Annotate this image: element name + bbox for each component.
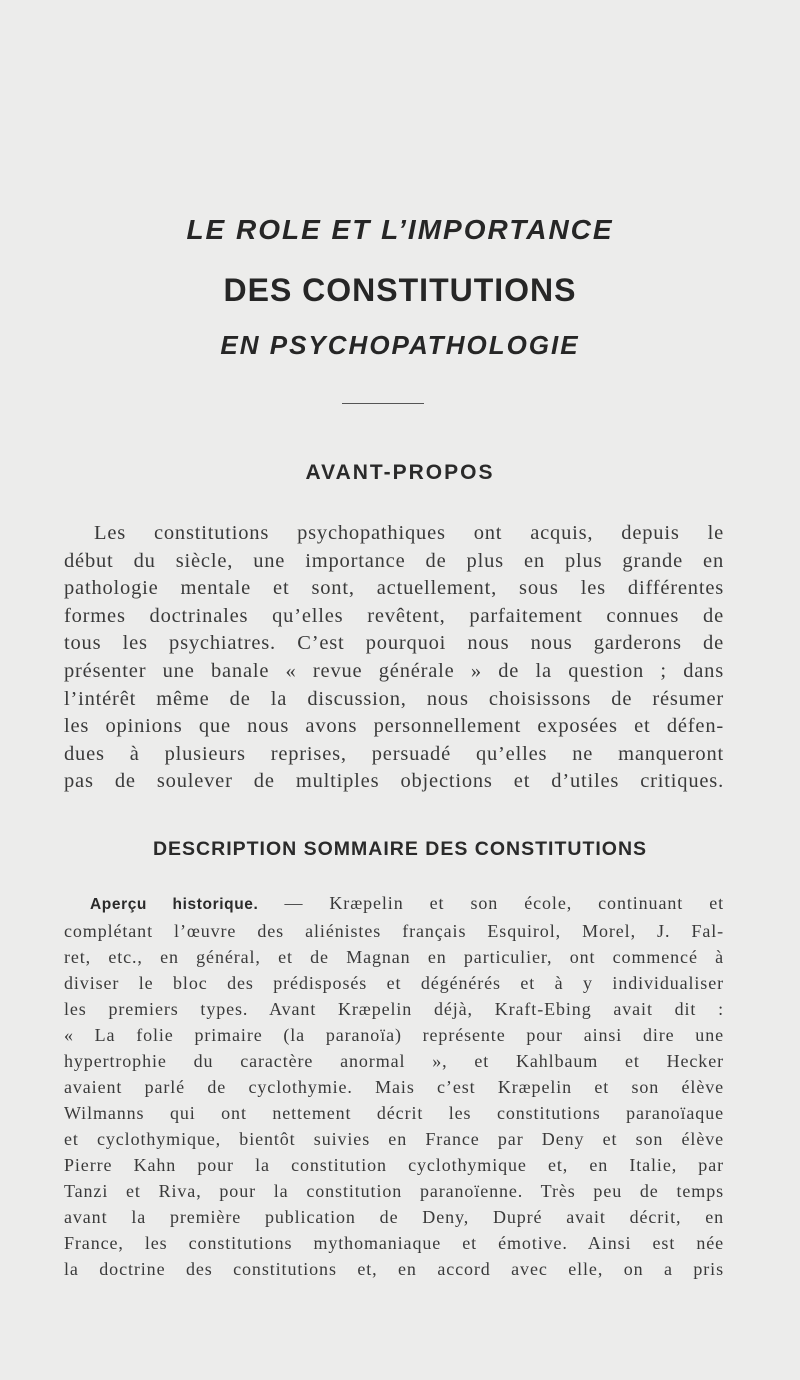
paragraph-line: début du siècle, une importance de plus en plus grande en xyxy=(64,549,724,572)
paragraph-line: avant la première publication de Deny, Dupré avait décrit, en xyxy=(64,1207,724,1227)
title-line-2: DES CONSTITUTIONS xyxy=(223,272,577,308)
paragraph-line: Wilmanns qui ont nettement décrit les constitutions paranoïaque xyxy=(64,1103,724,1123)
runin-continuation: — Kræpelin et son école, continuant et xyxy=(284,893,724,913)
paragraph-line: formes doctrinales qu’elles revêtent, parfaitement connues de xyxy=(64,604,724,627)
paragraph-line: les opinions que nous avons personnellement exposées et défen- xyxy=(64,715,724,738)
paragraph-line: diviser le bloc des prédisposés et dégénérés et à y individualiser xyxy=(64,973,724,993)
avant-propos-heading: AVANT-PROPOS xyxy=(305,461,495,484)
paragraph-line: pathologie mentale et sont, actuellement, sous les différentes xyxy=(64,577,724,600)
paragraph-line: Tanzi et Riva, pour la constitution paranoïenne. Très peu de temps xyxy=(64,1181,724,1201)
description-paragraph xyxy=(64,890,724,1282)
paragraph-line: Pierre Kahn pour la constitution cyclothymique et, en Italie, par xyxy=(64,1155,724,1175)
paragraph-line: Les constitutions psychopathiques ont acquis, depuis le xyxy=(94,522,724,544)
title-line-1: LE ROLE ET L’IMPORTANCE xyxy=(186,214,614,245)
paragraph-line: France, les constitutions mythomaniaque et émotive. Ainsi est née xyxy=(64,1233,724,1253)
paragraph-line: avaient parlé de cyclothymie. Mais c’est Kræpelin et son élève xyxy=(64,1077,724,1097)
runin-heading: Aperçu historique. xyxy=(90,896,259,913)
paragraph-line: tous les psychiatres. C’est pourquoi nous nous garderons de xyxy=(64,632,724,655)
paragraph-line: dues à plusieurs reprises, persuadé qu’elles ne manqueront xyxy=(64,742,724,765)
paragraph-line: hypertrophie du caractère anormal », et Kahlbaum et Hecker xyxy=(64,1051,724,1071)
paragraph-line: « La folie primaire (la paranoïa) représente pour ainsi dire une xyxy=(64,1025,724,1045)
paragraph-line: complétant l’œuvre des aliénistes français Esquirol, Morel, J. Fal- xyxy=(64,921,724,941)
title-line-3: EN PSYCHOPATHOLOGIE xyxy=(220,330,580,360)
title-divider xyxy=(342,403,424,404)
paragraph-line: pas de soulever de multiples objections et d’utiles critiques. xyxy=(64,770,724,793)
paragraph-line: l’intérêt même de la discussion, nous choisissons de résumer xyxy=(64,687,724,710)
description-heading: DESCRIPTION SOMMAIRE DES CONSTITUTIONS xyxy=(152,838,648,860)
avant-propos-paragraph xyxy=(64,520,724,796)
paragraph-line: ret, etc., en général, et de Magnan en particulier, ont commencé à xyxy=(64,947,724,967)
paragraph-line: et cyclothymique, bientôt suivies en France par Deny et son élève xyxy=(64,1129,724,1149)
paragraph-line: les premiers types. Avant Kræpelin déjà, Kraft-Ebing avait dit : xyxy=(64,999,724,1019)
paragraph-line xyxy=(64,890,724,918)
paragraph-line: présenter une banale « revue générale » de la question ; dans xyxy=(64,659,724,682)
paragraph-line: la doctrine des constitutions et, en accord avec elle, on a pris xyxy=(64,1259,724,1279)
